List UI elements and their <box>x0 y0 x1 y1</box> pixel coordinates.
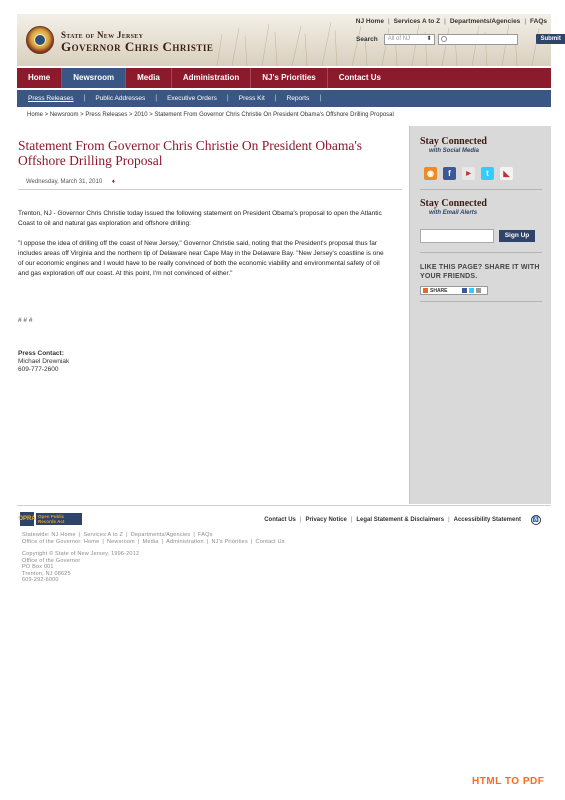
top-link-nj-home[interactable]: NJ Home <box>355 18 384 25</box>
brand-state-name: State of New Jersey <box>61 30 144 40</box>
sub-nav: Press Releases | Public Addresses | Executive Orders | Press Kit | Reports | <box>17 90 551 107</box>
footer-link-accessibility[interactable]: Accessibility Statement <box>453 517 521 523</box>
article-date: Wednesday, March 31, 2010 <box>26 179 103 185</box>
subnav-press-kit[interactable]: Press Kit <box>238 95 265 102</box>
social-icons <box>420 167 542 180</box>
email-signup-row <box>420 229 542 243</box>
email-alerts-title: Stay Connected <box>420 198 487 209</box>
subnav-reports[interactable]: Reports <box>286 95 310 102</box>
chevron-updown-icon: ⬍ <box>426 35 432 42</box>
footer-link-legal[interactable]: Legal Statement & Disclaimers <box>356 517 445 523</box>
nj-state-seal-icon[interactable] <box>26 26 54 54</box>
opra-logo[interactable] <box>20 512 82 526</box>
footer-office-newsroom[interactable]: Newsroom <box>107 539 135 545</box>
press-contact-name: Michael Drewniak <box>18 358 70 365</box>
search-scope-select[interactable]: All of NJ ⬍ <box>384 34 435 45</box>
sidebar-divider <box>420 252 542 253</box>
email-icon <box>476 288 481 293</box>
footer-links: Contact Us | Privacy Notice | Legal Statement & Disclaimers | Accessibility Statement ♿ <box>264 517 540 523</box>
facebook-icon <box>462 288 467 293</box>
press-contact <box>18 350 407 374</box>
footer-statewide-nj-home[interactable]: NJ Home <box>51 532 76 538</box>
top-link-faqs[interactable]: FAQs <box>530 18 547 25</box>
email-field[interactable] <box>420 229 494 243</box>
sidebar-divider <box>420 301 542 302</box>
search-input[interactable] <box>438 34 518 45</box>
search-label: Search <box>356 35 378 43</box>
article-dateline <box>18 176 402 190</box>
share-title: LIKE THIS PAGE? SHARE IT WITH YOUR FRIENDS. <box>420 264 540 280</box>
social-media-title: Stay Connected <box>420 136 487 147</box>
article-paragraph-1: Trenton, NJ - Governor Chris Christie today issued the following statement on President Obama's proposal to open the Atlantic Coast to oil and natural gas exploration and offshore drilling: <box>18 210 382 227</box>
breadcrumb[interactable]: Home > Newsroom > Press Releases > 2010 > Statement From Governor Chris Christie On President Obama's Offshore Drilling Proposal <box>27 112 394 118</box>
sidebar-divider <box>420 189 542 190</box>
social-media-subtitle: with Social Media <box>429 148 480 154</box>
sidebar <box>409 126 551 504</box>
brand-governor-name: Governor Chris Christie <box>61 39 214 54</box>
footer-office-priorities[interactable]: NJ's Priorities <box>211 539 248 545</box>
subnav-executive-orders[interactable]: Executive Orders <box>167 95 217 102</box>
nav-home[interactable]: Home <box>17 68 62 88</box>
press-contact-phone: 609-777-2600 <box>18 366 59 373</box>
footer-copyright: Copyright © State of New Jersey, 1996-2012 <box>22 551 140 557</box>
footer-office-media[interactable]: Media <box>142 539 159 545</box>
page-title: Statement From Governor Chris Christie On President Obama's Offshore Drilling Proposal <box>18 138 363 168</box>
accessibility-icon[interactable]: ♿ <box>532 517 540 523</box>
footer-statewide-links: Statewide: NJ Home | Services A to Z | Departments/Agencies | FAQs <box>22 532 213 538</box>
footer-statewide-faqs[interactable]: FAQs <box>198 532 213 538</box>
opra-text: Open Public Records Act <box>36 513 82 525</box>
facebook-icon[interactable]: f <box>443 167 456 180</box>
flickr-icon[interactable]: ◣ <box>500 167 513 180</box>
footer-office-links: Office of the Governor: Home | Newsroom | Media | Administration | NJ's Priorities | Contact Us <box>22 539 285 545</box>
twitter-icon <box>469 288 474 293</box>
search-submit-button[interactable]: Submit <box>536 34 565 44</box>
rss-icon[interactable]: ◉ <box>424 167 437 180</box>
site-brand[interactable] <box>61 30 213 54</box>
sign-up-button[interactable]: Sign Up <box>499 230 535 242</box>
nav-administration[interactable]: Administration <box>172 68 251 88</box>
footer-office-home[interactable]: Home <box>83 539 100 545</box>
footer-link-privacy[interactable]: Privacy Notice <box>305 517 347 523</box>
footer-statewide-services[interactable]: Services A to Z <box>83 532 124 538</box>
article-end-marker: # # # <box>18 317 33 324</box>
footer-link-contact-us[interactable]: Contact Us <box>264 517 296 523</box>
bullet-icon: ♦ <box>111 179 115 185</box>
top-link-departments[interactable]: Departments/Agencies <box>449 18 521 25</box>
search-icon <box>441 36 447 42</box>
top-utility-links: NJ Home | Services A to Z | Departments/Agencies | FAQs <box>355 18 547 25</box>
article <box>18 126 407 374</box>
share-plus-icon <box>423 288 428 293</box>
footer-divider <box>17 505 551 506</box>
top-link-services[interactable]: Services A to Z <box>393 18 441 25</box>
footer-office-contact[interactable]: Contact Us <box>255 539 285 545</box>
footer-statewide-departments[interactable]: Departments/Agencies <box>130 532 191 538</box>
footer-office-administration[interactable]: Administration <box>166 539 204 545</box>
share-button[interactable]: SHARE <box>420 286 488 295</box>
nav-contact-us[interactable]: Contact Us <box>338 73 381 82</box>
subnav-press-releases[interactable]: Press Releases <box>28 95 74 102</box>
footer-address: Copyright © State of New Jersey, 1996-2012 Office of the Governor PO Box 001 Trenton, NJ 08625 609-292-6000 <box>22 551 140 583</box>
twitter-icon[interactable]: t <box>481 167 494 180</box>
article-paragraph-2: "I oppose the idea of drilling off the coast of New Jersey," Governor Christie said, noting that the President's proposal thus far includes areas off Virginia and the northern tip of Delaware near Cape May in the Delaware Bay. "New Jersey's coastline is one of our economic engines and I would have to be really convinced of both the economic viability and environmental safety of oil and gas exploration off our coast. At this point, I'm not convinced of either." <box>18 240 384 277</box>
press-contact-heading: Press Contact: <box>18 350 64 357</box>
search-bar <box>356 33 565 45</box>
html-to-pdf-watermark: HTML TO PDF <box>472 776 545 787</box>
main-nav <box>17 68 551 88</box>
subnav-public-addresses[interactable]: Public Addresses <box>95 95 146 102</box>
nav-newsroom[interactable]: Newsroom <box>62 68 126 88</box>
email-alerts-subtitle: with Email Alerts <box>429 210 478 216</box>
nav-priorities[interactable]: NJ's Priorities <box>251 68 327 88</box>
opra-icon: OPRA <box>20 512 34 526</box>
youtube-icon[interactable]: ▶ <box>462 167 475 180</box>
nav-media[interactable]: Media <box>126 68 172 88</box>
